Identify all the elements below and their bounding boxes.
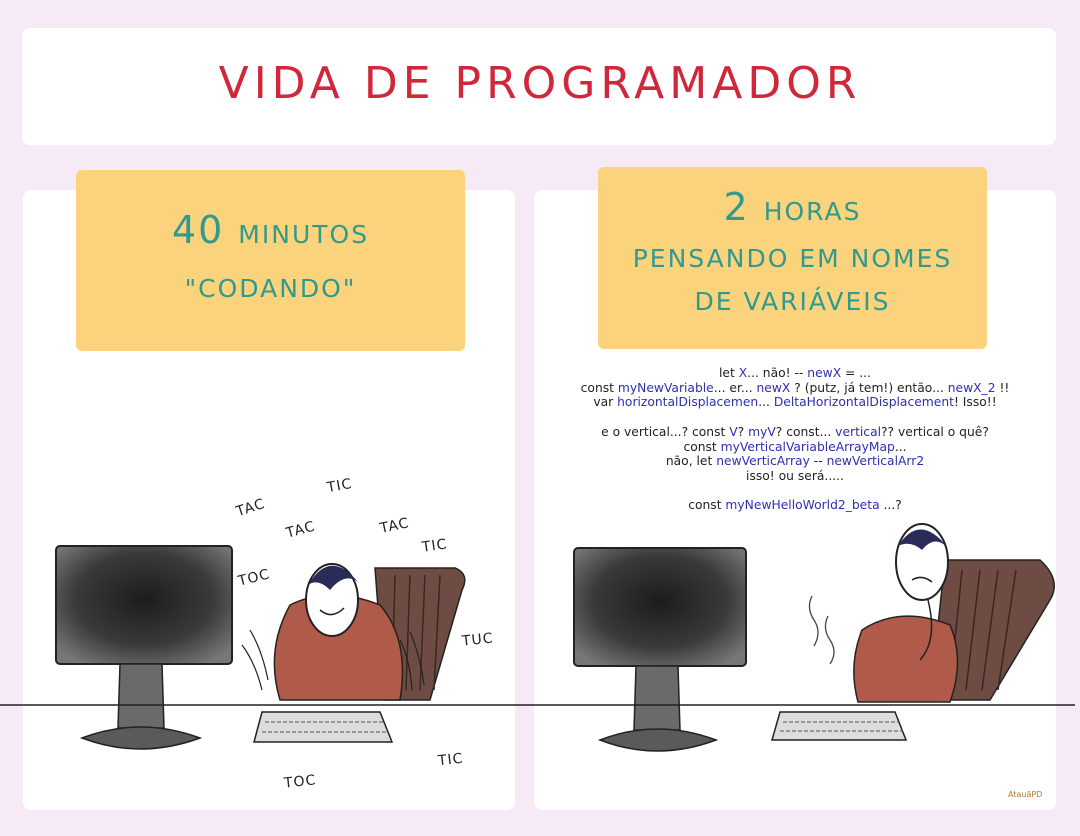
monologue-line-8: const myNewHelloWorld2_beta ...? bbox=[688, 498, 902, 513]
sfx-tic-2: TIC bbox=[421, 536, 449, 556]
left-keyboard bbox=[254, 712, 392, 742]
sfx-tac-1: TAC bbox=[234, 495, 268, 521]
sfx-tuc: TUC bbox=[461, 630, 495, 650]
comic-title: VIDA DE PROGRAMADOR bbox=[218, 58, 862, 109]
monologue-line-5: const myVerticalVariableArrayMap... bbox=[683, 439, 907, 454]
steam-lines bbox=[809, 596, 834, 664]
thinking-line: PENSANDO EM NOMES bbox=[632, 244, 953, 273]
sfx-toc-1: TOC bbox=[236, 566, 272, 590]
monologue-line-7: isso! ou será..... bbox=[746, 468, 844, 483]
sfx-tic-3: TIC bbox=[437, 750, 465, 770]
hours-number: 2 bbox=[723, 185, 750, 229]
variables-line: DE VARIÁVEIS bbox=[694, 287, 891, 316]
hours-label: HORAS bbox=[763, 197, 862, 226]
sfx-tic-1: TIC bbox=[325, 475, 354, 497]
artist-credit: AtauãPD bbox=[1008, 790, 1043, 799]
codando-label: "CODANDO" bbox=[184, 274, 357, 303]
monologue-line-1: let X... não! -- newX = ... bbox=[719, 366, 871, 380]
right-monitor bbox=[574, 548, 746, 751]
monologue-line-2: const myNewVariable... er... newX ? (putz, já tem!) então... newX_2 !! bbox=[580, 380, 1010, 395]
sfx-toc-2: TOC bbox=[283, 772, 318, 792]
right-keyboard bbox=[772, 712, 906, 740]
minutes-label: MINUTOS bbox=[238, 220, 370, 249]
sfx-tac-3: TAC bbox=[378, 515, 411, 537]
monologue-line-6: não, let newVerticArray -- newVerticalArr2 bbox=[665, 454, 925, 469]
monologue-line-4: e o vertical...? const V? myV? const... vertical?? vertical o quê? bbox=[601, 424, 989, 439]
monologue-line-3: var horizontalDisplacemen... DeltaHorizontalDisplacement! Isso!! bbox=[593, 395, 997, 410]
left-monitor bbox=[56, 546, 232, 749]
sfx-tac-2: TAC bbox=[284, 518, 318, 542]
minutes-number: 40 bbox=[171, 208, 225, 252]
